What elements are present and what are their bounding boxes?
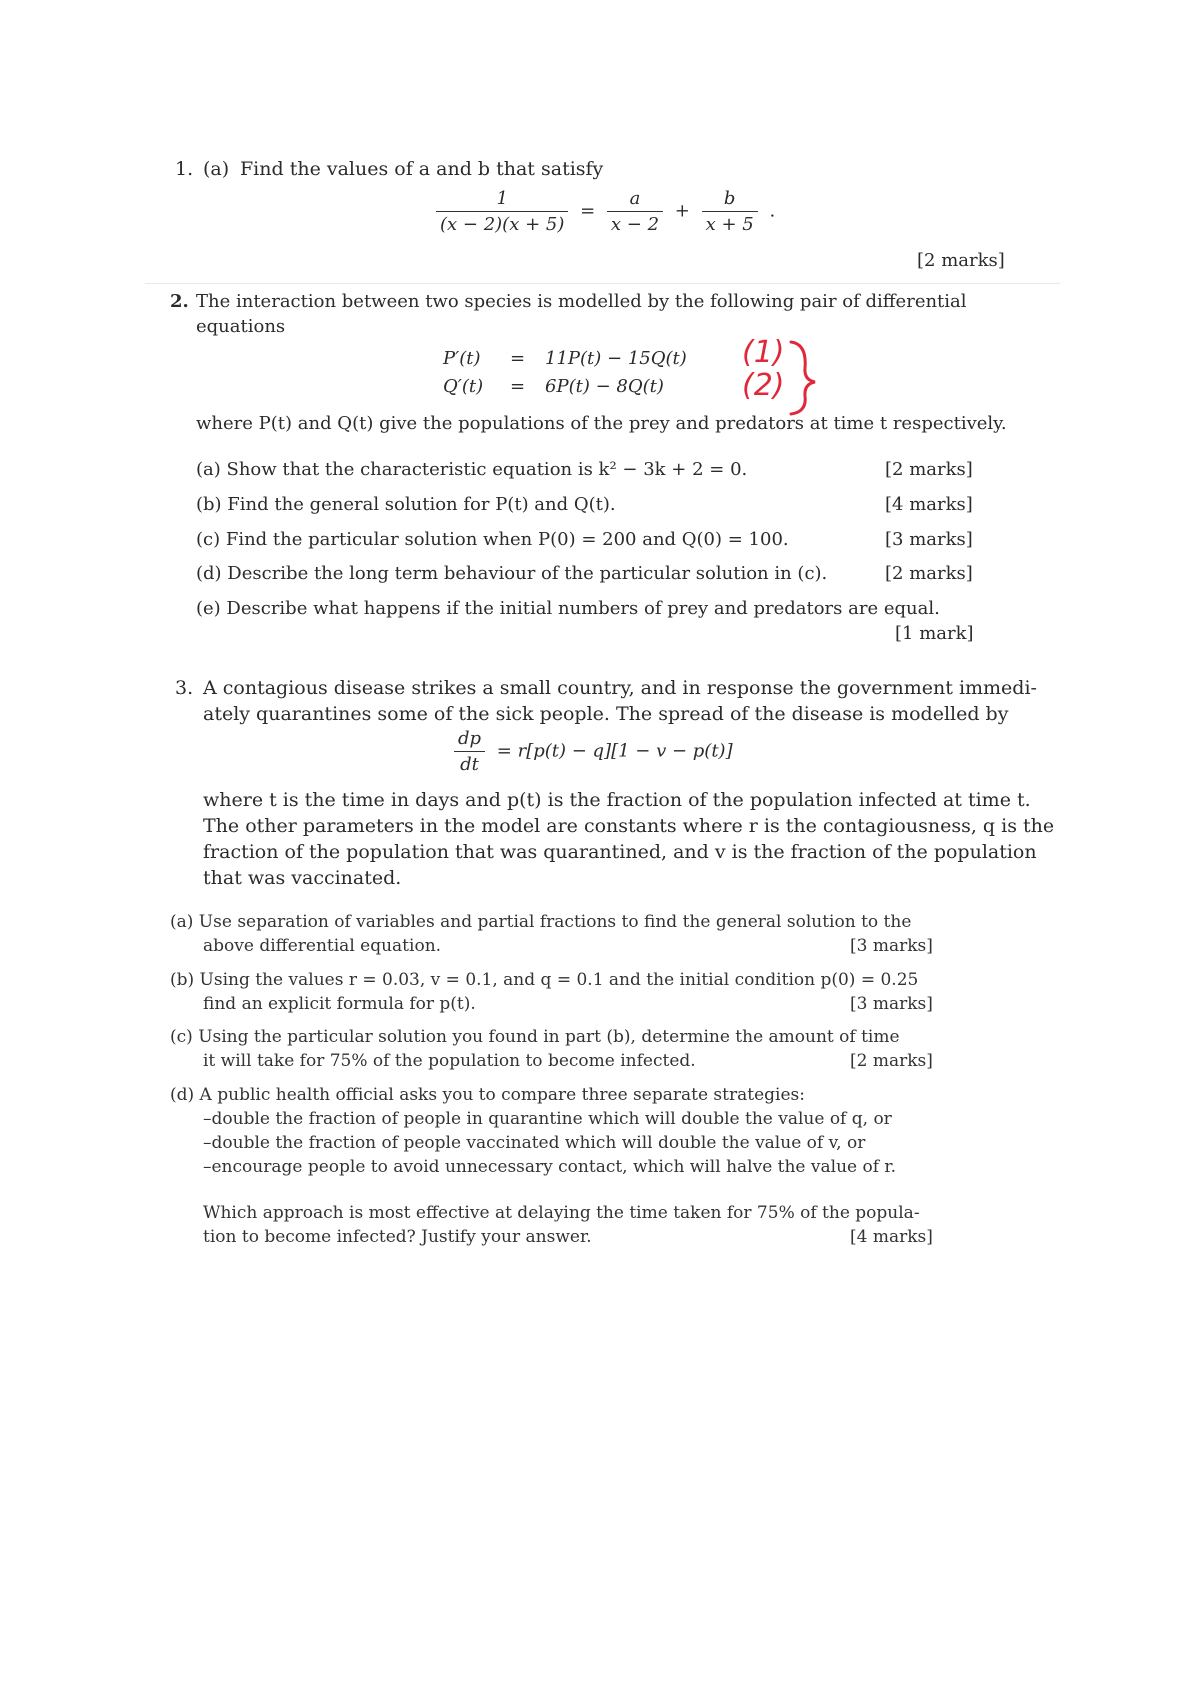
q3-part-marks: [3 marks] xyxy=(850,994,933,1014)
q3-where-line: where t is the time in days and p(t) is the fraction of the population infected at time t. xyxy=(203,789,1031,811)
q3-part-line2: find an explicit formula for p(t). xyxy=(203,994,476,1014)
q2-eq2-rhs: 6P(t) − 8Q(t) xyxy=(545,376,664,397)
q3-part-d-line6: tion to become infected? Justify your answer. xyxy=(203,1227,592,1247)
q1-period: . xyxy=(769,200,776,222)
q1-lhs-denominator: (x − 2)(x + 5) xyxy=(436,211,568,235)
q3-part-d-line2: –double the fraction of people in quarantine which will double the value of q, or xyxy=(203,1109,892,1129)
q1-lhs-numerator: 1 xyxy=(496,188,508,209)
q2-handwritten-brace xyxy=(785,338,825,418)
q2-part-text: (e) Describe what happens if the initial numbers of prey and predators are equal. xyxy=(196,598,940,619)
q3-dp: dp xyxy=(458,728,482,749)
q1-equals: = xyxy=(580,200,596,222)
q3-part-d-marks: [4 marks] xyxy=(850,1227,933,1247)
q1-lhs-fraction xyxy=(436,188,568,235)
q2-part-text: (c) Find the particular solution when P(0) = 200 and Q(0) = 100. xyxy=(196,529,789,550)
q2-where: where P(t) and Q(t) give the populations of the prey and predators at time t respectively. xyxy=(196,413,1007,434)
q3-part-marks: [2 marks] xyxy=(850,1051,933,1071)
q3-intro-line2: ately quarantines some of the sick people. The spread of the disease is modelled by xyxy=(203,703,1009,725)
q1-plus: + xyxy=(674,200,690,222)
q3-where-line: The other parameters in the model are constants where r is the contagiousness, q is the xyxy=(203,815,1055,837)
q3-part-d-line5: Which approach is most effective at delaying the time taken for 75% of the popula- xyxy=(203,1203,920,1223)
q3-equation xyxy=(448,728,733,775)
q2-eq1-rhs: 11P(t) − 15Q(t) xyxy=(545,348,687,369)
q2-eq2-lhs: Q′(t) xyxy=(443,376,484,397)
q3-where-line: that was vaccinated. xyxy=(203,867,402,889)
q3-part-line1: (c) Using the particular solution you found in part (b), determine the amount of time xyxy=(170,1027,900,1047)
q2-part-marks: [3 marks] xyxy=(885,529,973,550)
q2-part-marks: [4 marks] xyxy=(885,494,973,515)
q1-part-a-label: (a) xyxy=(203,158,230,180)
q1-rhs1-denominator: x − 2 xyxy=(607,211,663,235)
q3-part-d-line3: –double the fraction of people vaccinated which will double the value of v, or xyxy=(203,1133,866,1153)
q1-equation xyxy=(430,188,775,235)
q3-part-line1: (b) Using the values r = 0.03, v = 0.1, and q = 0.1 and the initial condition p(0) = 0.25 xyxy=(170,970,919,990)
q3-intro-line1: A contagious disease strikes a small country, and in response the government immedi- xyxy=(203,677,1037,699)
q1-intro: Find the values of a and b that satisfy xyxy=(240,158,604,180)
q3-where-line: fraction of the population that was quarantined, and v is the fraction of the population xyxy=(203,841,1037,863)
q3-dt: dt xyxy=(454,751,485,775)
q2-intro-line1: The interaction between two species is modelled by the following pair of differential xyxy=(196,291,967,312)
q3-part-d-line1: (d) A public health official asks you to compare three separate strategies: xyxy=(170,1085,805,1105)
q3-part-line2: it will take for 75% of the population to become infected. xyxy=(203,1051,696,1071)
q2-handwritten-annotation-1: (1) xyxy=(742,335,785,370)
q1-rhs2-fraction xyxy=(702,188,758,235)
q1-rhs2-denominator: x + 5 xyxy=(702,211,758,235)
q2-eq2-equals: = xyxy=(510,376,526,397)
q1-marks: [2 marks] xyxy=(917,250,1005,271)
q2-part-marks: [1 mark] xyxy=(895,623,974,644)
q3-part-line1: (a) Use separation of variables and partial fractions to find the general solution to the xyxy=(170,912,912,932)
q3-number: 3. xyxy=(175,677,194,699)
q3-part-line2: above differential equation. xyxy=(203,936,442,956)
q2-eq1-equals: = xyxy=(510,348,526,369)
q2-part-marks: [2 marks] xyxy=(885,563,973,584)
q2-eq1-lhs: P′(t) xyxy=(443,348,481,369)
q1-rhs1-numerator: a xyxy=(629,188,641,209)
section-divider xyxy=(145,283,1060,284)
q2-part-marks: [2 marks] xyxy=(885,459,973,480)
q3-part-marks: [3 marks] xyxy=(850,936,933,956)
q2-intro-line2: equations xyxy=(196,316,286,337)
q2-part-text: (d) Describe the long term behaviour of the particular solution in (c). xyxy=(196,563,828,584)
q3-derivative-fraction xyxy=(454,728,485,775)
q1-rhs2-numerator: b xyxy=(723,188,736,209)
q1-number: 1. xyxy=(175,158,194,180)
q2-part-text: (b) Find the general solution for P(t) and Q(t). xyxy=(196,494,616,515)
q3-part-d-line4: –encourage people to avoid unnecessary contact, which will halve the value of r. xyxy=(203,1157,897,1177)
q1-rhs1-fraction xyxy=(607,188,663,235)
q2-part-text: (a) Show that the characteristic equation is k² − 3k + 2 = 0. xyxy=(196,459,748,480)
q2-handwritten-annotation-2: (2) xyxy=(742,368,785,403)
q3-equation-rhs: = r[p(t) − q][1 − v − p(t)] xyxy=(496,740,733,762)
q2-number: 2. xyxy=(170,291,189,312)
